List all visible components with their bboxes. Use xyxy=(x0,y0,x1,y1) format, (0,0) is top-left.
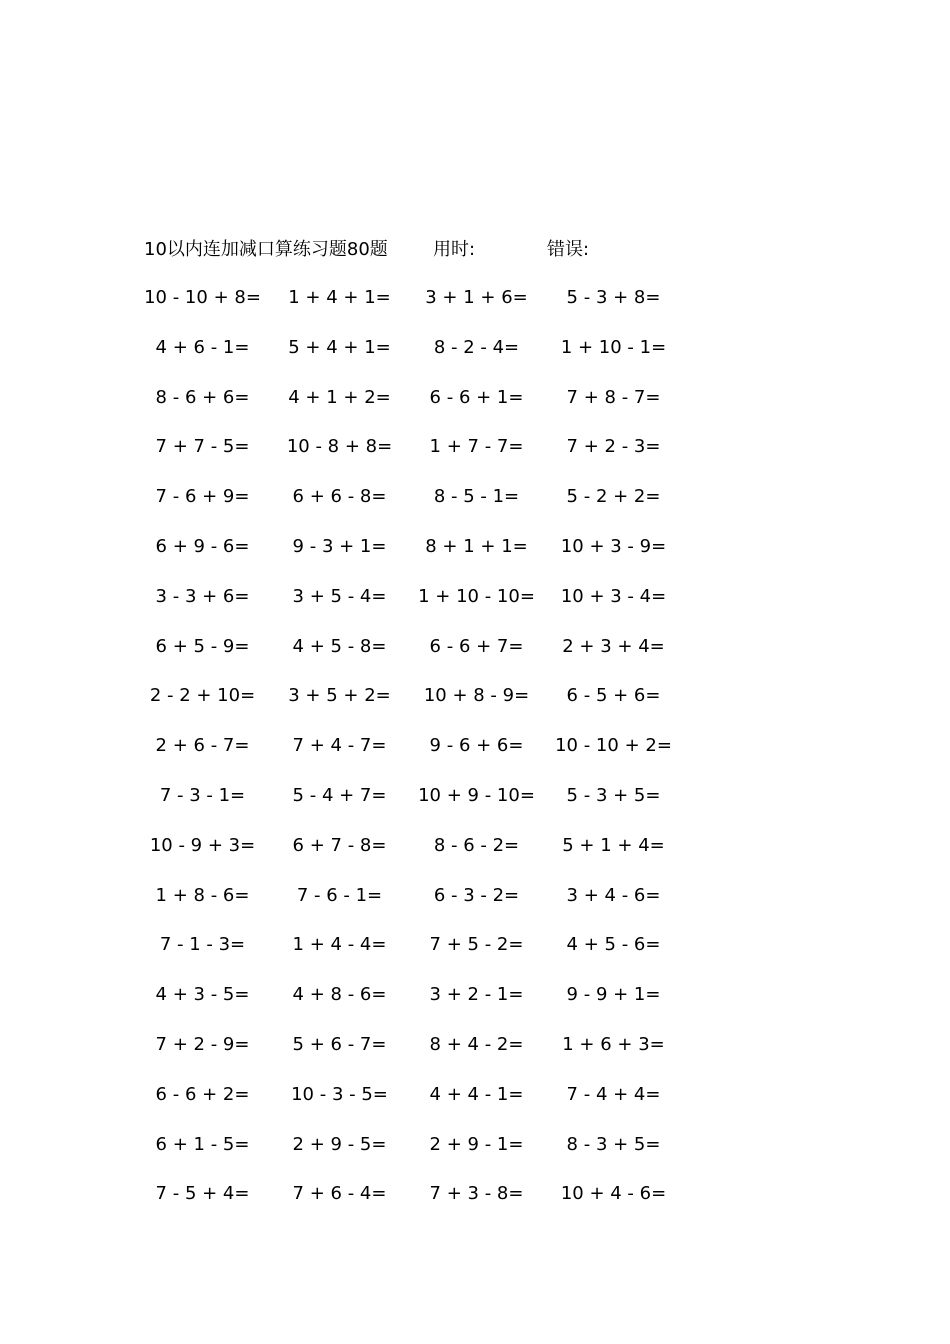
problem-row xyxy=(134,682,690,732)
problem-row xyxy=(134,1131,690,1181)
math-problem: 6 - 3 - 2= xyxy=(433,884,520,906)
math-problem: 8 - 6 + 6= xyxy=(155,386,250,408)
math-problem: 8 - 5 - 1= xyxy=(433,486,520,508)
math-problem: 5 + 6 - 7= xyxy=(292,1033,387,1055)
math-problem: 6 - 6 + 1= xyxy=(429,386,524,408)
problem-row xyxy=(134,633,690,683)
math-problem: 7 + 5 - 2= xyxy=(429,934,524,956)
math-problem: 5 - 4 + 7= xyxy=(292,784,387,806)
math-problem: 5 - 3 + 5= xyxy=(566,784,661,806)
problem-row xyxy=(134,483,690,533)
math-problem: 6 + 1 - 5= xyxy=(155,1133,250,1155)
problem-grid xyxy=(134,284,690,1230)
math-problem: 6 - 6 + 7= xyxy=(429,635,524,657)
math-problem: 10 + 3 - 4= xyxy=(560,585,667,607)
problem-row xyxy=(134,1031,690,1081)
math-problem: 1 + 6 + 3= xyxy=(562,1033,665,1055)
math-problem: 10 + 9 - 10= xyxy=(418,784,535,806)
math-problem: 7 + 6 - 4= xyxy=(292,1183,387,1205)
math-problem: 7 + 2 - 9= xyxy=(155,1033,250,1055)
problem-row xyxy=(134,981,690,1031)
math-problem: 3 + 1 + 6= xyxy=(425,287,528,308)
math-problem: 5 + 1 + 4= xyxy=(562,834,665,856)
math-problem: 1 + 8 - 6= xyxy=(155,884,250,906)
problem-row xyxy=(134,782,690,832)
math-problem: 3 + 5 - 4= xyxy=(292,585,387,607)
math-problem: 4 + 1 + 2= xyxy=(288,386,391,408)
math-problem: 5 - 2 + 2= xyxy=(566,486,661,508)
problem-row xyxy=(134,1081,690,1131)
math-problem: 1 + 4 + 1= xyxy=(288,287,391,308)
math-problem: 2 + 6 - 7= xyxy=(155,735,250,757)
problem-row xyxy=(134,533,690,583)
math-problem: 6 + 6 - 8= xyxy=(292,486,387,508)
math-problem: 7 - 3 - 1= xyxy=(159,784,246,806)
math-problem: 1 + 4 - 4= xyxy=(292,934,387,956)
math-problem: 4 + 4 - 1= xyxy=(429,1083,524,1105)
problem-row xyxy=(134,832,690,882)
math-problem: 7 - 1 - 3= xyxy=(159,934,246,956)
worksheet-header xyxy=(144,236,744,264)
problem-row xyxy=(134,931,690,981)
problem-row xyxy=(134,433,690,483)
math-problem: 7 + 3 - 8= xyxy=(429,1183,524,1205)
problem-row xyxy=(134,583,690,633)
math-problem: 5 + 4 + 1= xyxy=(288,336,391,358)
math-problem: 8 - 3 + 5= xyxy=(566,1133,661,1155)
math-problem: 2 + 9 - 1= xyxy=(429,1133,524,1155)
math-problem: 7 + 8 - 7= xyxy=(566,386,661,408)
math-problem: 5 - 3 + 8= xyxy=(566,287,661,308)
math-problem: 6 - 5 + 6= xyxy=(566,685,661,707)
math-problem: 7 + 4 - 7= xyxy=(292,735,387,757)
math-problem: 6 - 6 + 2= xyxy=(155,1083,250,1105)
problem-row xyxy=(134,882,690,932)
math-problem: 10 + 3 - 9= xyxy=(560,535,667,557)
math-problem: 9 - 9 + 1= xyxy=(566,984,661,1006)
math-problem: 6 + 5 - 9= xyxy=(155,635,250,657)
math-problem: 10 - 10 + 8= xyxy=(144,287,261,308)
math-problem: 8 - 6 - 2= xyxy=(433,834,520,856)
math-problem: 3 + 2 - 1= xyxy=(429,984,524,1006)
worksheet-title: 10以内连加减口算练习题80题 xyxy=(144,239,388,260)
math-problem: 3 + 4 - 6= xyxy=(566,884,661,906)
math-problem: 8 + 1 + 1= xyxy=(425,535,528,557)
math-problem: 6 + 7 - 8= xyxy=(292,834,387,856)
math-problem: 1 + 10 - 10= xyxy=(418,585,535,607)
math-problem: 10 - 10 + 2= xyxy=(555,735,672,757)
math-problem: 3 + 5 + 2= xyxy=(288,685,391,707)
problem-row xyxy=(134,1180,690,1230)
math-problem: 2 + 3 + 4= xyxy=(562,635,665,657)
math-problem: 9 - 3 + 1= xyxy=(292,535,387,557)
math-problem: 4 + 8 - 6= xyxy=(292,984,387,1006)
math-problem: 8 - 2 - 4= xyxy=(433,336,520,358)
math-problem: 10 - 9 + 3= xyxy=(149,834,256,856)
math-problem: 4 + 3 - 5= xyxy=(155,984,250,1006)
math-problem: 7 - 5 + 4= xyxy=(155,1183,250,1205)
math-problem: 4 + 6 - 1= xyxy=(155,336,250,358)
math-problem: 3 - 3 + 6= xyxy=(155,585,250,607)
math-problem: 4 + 5 - 6= xyxy=(566,934,661,956)
math-problem: 10 + 8 - 9= xyxy=(423,685,530,707)
math-problem: 7 - 6 - 1= xyxy=(296,884,383,906)
error-label: 错误: xyxy=(547,239,590,260)
problem-row xyxy=(134,732,690,782)
math-problem: 7 - 6 + 9= xyxy=(155,486,250,508)
math-problem: 10 - 3 - 5= xyxy=(291,1083,388,1105)
math-problem: 1 + 7 - 7= xyxy=(429,436,524,458)
time-label: 用时: xyxy=(433,239,476,260)
math-problem: 10 - 8 + 8= xyxy=(286,436,393,458)
math-problem: 7 - 4 + 4= xyxy=(566,1083,661,1105)
math-problem: 7 + 7 - 5= xyxy=(155,436,250,458)
math-problem: 10 + 4 - 6= xyxy=(560,1183,667,1205)
problem-row xyxy=(134,384,690,434)
math-problem: 8 + 4 - 2= xyxy=(429,1033,524,1055)
math-problem: 6 + 9 - 6= xyxy=(155,535,250,557)
math-problem: 1 + 10 - 1= xyxy=(560,336,667,358)
math-problem: 2 + 9 - 5= xyxy=(292,1133,387,1155)
problem-row xyxy=(134,284,690,334)
math-problem: 4 + 5 - 8= xyxy=(292,635,387,657)
math-problem: 9 - 6 + 6= xyxy=(429,735,524,757)
problem-row xyxy=(134,334,690,384)
math-problem: 7 + 2 - 3= xyxy=(566,436,661,458)
math-problem: 2 - 2 + 10= xyxy=(149,685,256,707)
